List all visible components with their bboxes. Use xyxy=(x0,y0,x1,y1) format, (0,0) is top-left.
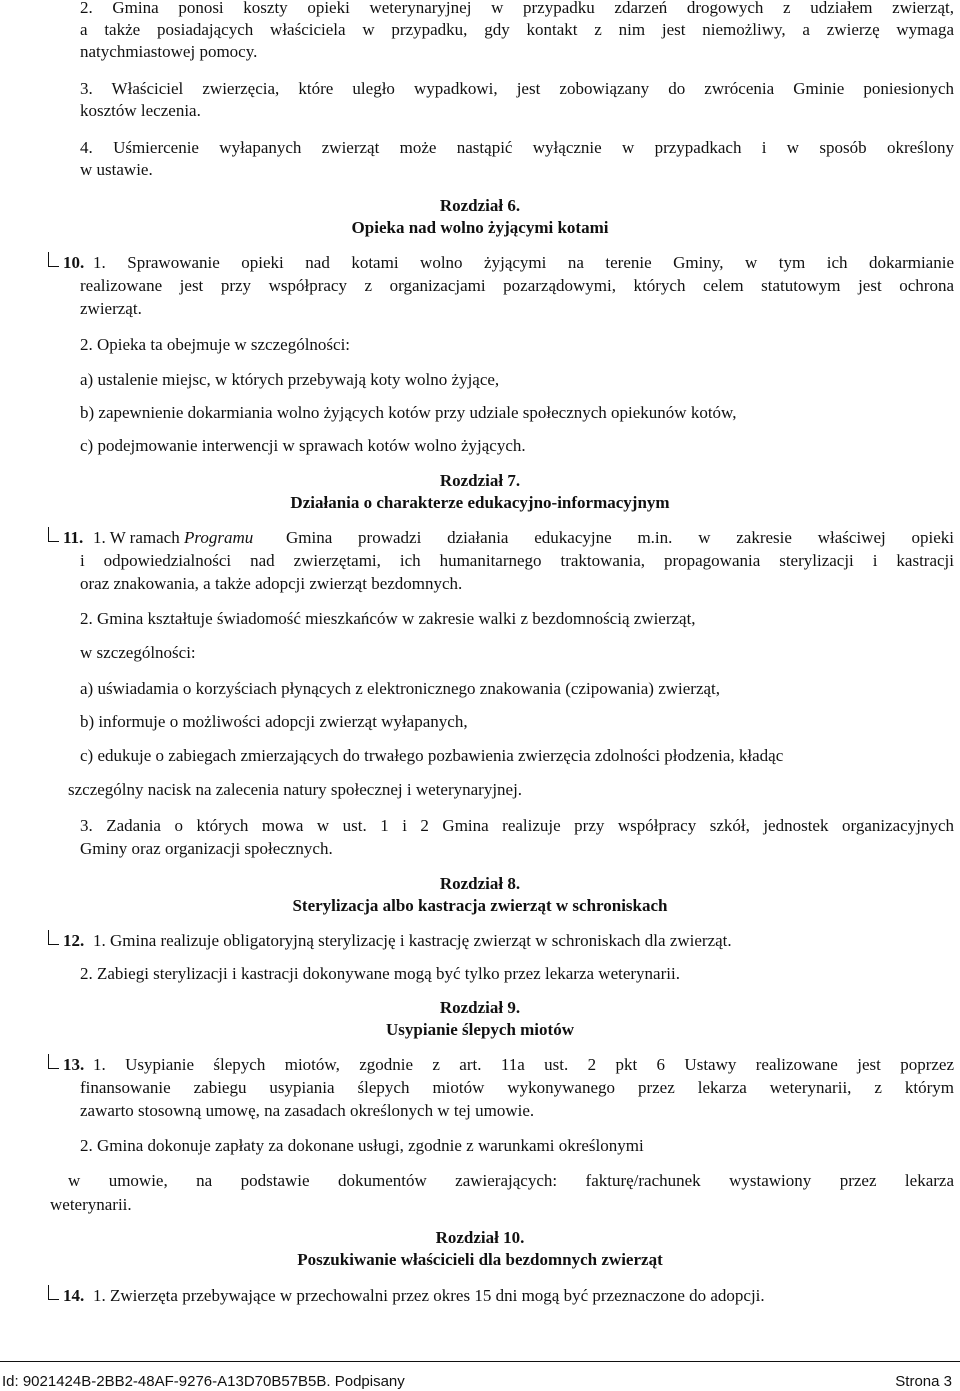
section-11-item-c: c) edukuje o zabiegach zmierzających do trwałego pozbawienia zwierzęcia zdolności płodzenia, kładąc xyxy=(80,746,784,765)
chapter-7-title: Rozdział 7. xyxy=(439,471,521,490)
para-2-line-2: a także posiadających właściciela w przypadku, gdy kontakt z nim jest niemożliwy, a zwierzę wymaga xyxy=(80,20,954,39)
section-11-mark xyxy=(48,527,59,542)
section-11-line-1-a: 1. W ramach xyxy=(93,528,180,547)
section-11-line-3: oraz znakowania, a także adopcji zwierząt bezdomnych. xyxy=(80,574,463,593)
section-11-line-2: i odpowiedzialności nad zwierzętami, ich humanitarnego traktowania, propagowania sterylizacji i kastracji xyxy=(80,551,954,570)
chapter-7-subtitle: Działania o charakterze edukacyjno-informacyjnym xyxy=(290,493,670,512)
section-11-line-1-start xyxy=(93,528,253,548)
program-reference: Programu xyxy=(183,528,254,547)
footer-rule xyxy=(0,1361,960,1362)
section-10-item-a: a) ustalenie miejsc, w których przebywają koty wolno żyjące, xyxy=(80,370,500,389)
footer-document-id: Id: 9021424B-2BB2-48AF-9276-A13D70B57B5B. Podpisany xyxy=(2,1373,405,1390)
para-2-line-3: natychmiastowej pomocy. xyxy=(80,42,258,61)
para-4-line-2: w ustawie. xyxy=(80,160,153,179)
section-13-line-1: 1. Usypianie ślepych miotów, zgodnie z art. 11a ust. 2 pkt 6 Ustawy realizowane jest poprzez xyxy=(93,1055,954,1074)
chapter-6-subtitle: Opieka nad wolno żyjącymi kotami xyxy=(351,218,609,237)
section-12-mark xyxy=(48,930,59,945)
section-13-mark xyxy=(48,1054,59,1069)
chapter-9-title: Rozdział 9. xyxy=(439,998,521,1017)
footer-page-number: Strona 3 xyxy=(895,1373,952,1390)
section-11-para-2-cont: w szczególności: xyxy=(80,643,196,662)
chapter-10-subtitle: Poszukiwanie właścicieli dla bezdomnych zwierząt xyxy=(297,1250,663,1269)
section-10-line-3: zwierząt. xyxy=(80,299,142,318)
para-3-line-1: 3. Właściciel zwierzęcia, które uległo wypadkowi, jest zobowiązany do zwrócenia Gminie poniesionych xyxy=(80,79,954,98)
section-13-line-2: finansowanie zabiegu usypiania ślepych miotów wykonywanego przez lekarza weterynarii, z którym xyxy=(80,1078,954,1097)
section-11-item-b: b) informuje o możliwości adopcji zwierząt wyłapanych, xyxy=(80,712,468,731)
para-4-line-1: 4. Uśmiercenie wyłapanych zwierząt może nastąpić wyłącznie w przypadkach i w sposób określony xyxy=(80,138,954,157)
section-10-item-b: b) zapewnienie dokarmiania wolno żyjących kotów przy udziale społecznych opiekunów kotów, xyxy=(80,403,737,422)
chapter-8-subtitle: Sterylizacja albo kastracja zwierząt w schroniskach xyxy=(292,896,668,915)
section-12-para-2: 2. Zabiegi sterylizacji i kastracji dokonywane mogą być tylko przez lekarza weterynarii. xyxy=(80,964,680,983)
section-10-item-c: c) podejmowanie interwencji w sprawach kotów wolno żyjących. xyxy=(80,436,526,455)
section-13-para-2-end: weterynarii. xyxy=(50,1195,132,1214)
chapter-10-title: Rozdział 10. xyxy=(435,1228,525,1247)
section-11-number: 11. xyxy=(63,528,84,547)
section-13-para-2-cont: w umowie, na podstawie dokumentów zawierających: fakturę/rachunek wystawiony przez lekarza xyxy=(68,1171,954,1190)
section-10-line-1: 1. Sprawowanie opieki nad kotami wolno żyjącymi na terenie Gminy, w tym ich dokarmianie xyxy=(93,253,954,272)
section-11-para-3: 3. Zadania o których mowa w ust. 1 i 2 Gmina realizuje przy współpracy szkół, jednostek organizacyjnych xyxy=(80,816,954,835)
chapter-9-subtitle: Usypianie ślepych miotów xyxy=(386,1020,574,1039)
chapter-6-title: Rozdział 6. xyxy=(439,196,521,215)
section-10-number: 10. xyxy=(63,253,85,272)
section-11-para-2: 2. Gmina kształtuje świadomość mieszkańców w zakresie walki z bezdomnością zwierząt, xyxy=(80,609,696,628)
section-10-para-2: 2. Opieka ta obejmuje w szczególności: xyxy=(80,335,351,354)
para-3-line-2: kosztów leczenia. xyxy=(80,101,201,120)
section-13-number: 13. xyxy=(63,1055,85,1074)
section-11-item-c-cont: szczególny nacisk na zalecenia natury społecznej i weterynaryjnej. xyxy=(68,780,523,799)
section-13-line-3: zawarto stosowną umowę, na zasadach określonych w tej umowie. xyxy=(80,1101,535,1120)
chapter-8-title: Rozdział 8. xyxy=(439,874,521,893)
section-14-number: 14. xyxy=(63,1286,85,1305)
section-13-para-2: 2. Gmina dokonuje zapłaty za dokonane usługi, zgodnie z warunkami określonymi xyxy=(80,1136,644,1155)
section-11-item-a: a) uświadamia o korzyściach płynących z elektronicznego znakowania (czipowania) zwierząt, xyxy=(80,679,721,698)
para-2-line-1: 2. Gmina ponosi koszty opieki weterynaryjnej w przypadku zdarzeń drogowych z udziałem zwierząt, xyxy=(80,0,954,17)
section-10-line-2: realizowane jest przy współpracy z organizacjami pozarządowymi, których celem statutowym jest ochrona xyxy=(80,276,954,295)
section-11-para-3-cont: Gminy oraz organizacji społecznych. xyxy=(80,839,333,858)
section-12-number: 12. xyxy=(63,931,85,950)
section-12-line-1: 1. Gmina realizuje obligatoryjną sterylizację i kastrację zwierząt w schroniskach dla zwierząt. xyxy=(93,931,732,950)
section-11-line-1-end: Gmina prowadzi działania edukacyjne m.in. w zakresie właściwej opieki xyxy=(286,528,954,547)
section-14-mark xyxy=(48,1285,59,1300)
section-14-line-1: 1. Zwierzęta przebywające w przechowalni przez okres 15 dni mogą być przeznaczone do adopcji. xyxy=(93,1286,765,1305)
section-10-mark xyxy=(48,252,59,267)
